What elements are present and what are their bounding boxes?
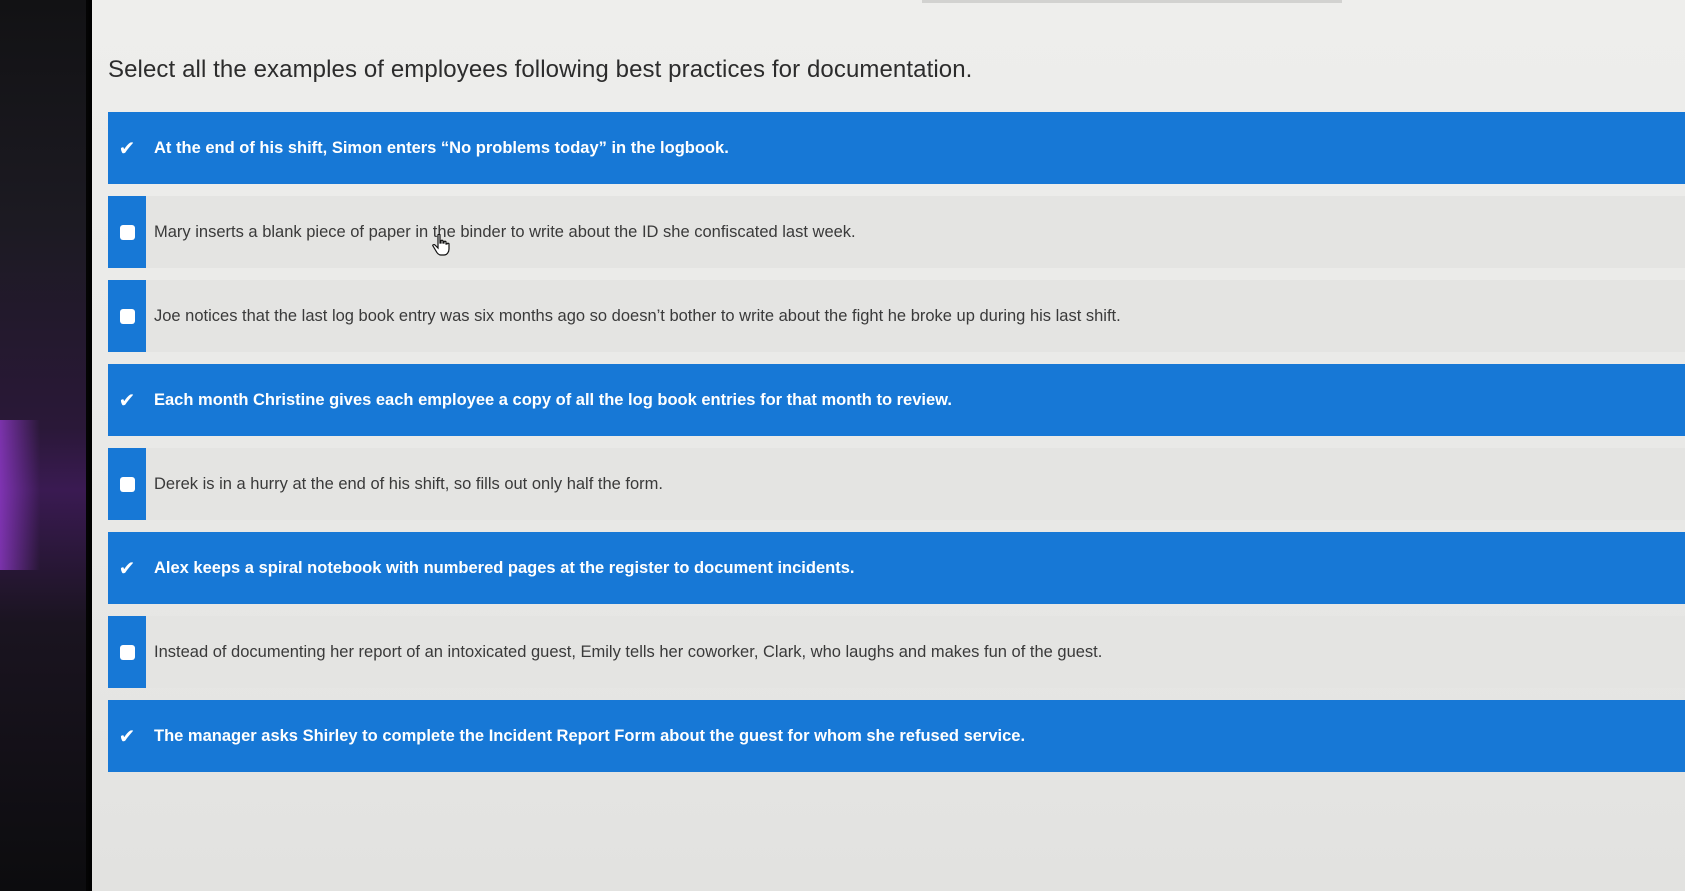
quiz-screen	[92, 0, 1685, 891]
option-marker[interactable]	[108, 532, 146, 604]
option-item[interactable]	[108, 364, 1685, 436]
option-item[interactable]	[108, 112, 1685, 184]
option-item[interactable]	[108, 280, 1685, 352]
option-marker[interactable]	[108, 700, 146, 772]
checkbox-icon	[120, 225, 135, 240]
checkmark-icon: ✔	[118, 556, 136, 580]
option-label: Joe notices that the last log book entry was six months ago so doesn’t bother to write about the fight he broke up during his last shift.	[154, 306, 1121, 325]
option-marker[interactable]	[108, 112, 146, 184]
checkbox-icon	[120, 309, 135, 324]
checkmark-icon: ✔	[118, 136, 136, 160]
option-marker[interactable]	[108, 280, 146, 352]
monitor-bezel	[0, 0, 92, 891]
option-item[interactable]	[108, 700, 1685, 772]
checkbox-icon	[120, 645, 135, 660]
top-strip	[922, 0, 1342, 3]
option-label: Alex keeps a spiral notebook with numbered pages at the register to document incidents.	[154, 558, 855, 577]
option-label: Instead of documenting her report of an intoxicated guest, Emily tells her coworker, Clark, who laughs and makes fun of the guest.	[154, 642, 1103, 661]
option-label: Each month Christine gives each employee a copy of all the log book entries for that month to review.	[154, 390, 952, 409]
checkmark-icon: ✔	[118, 724, 136, 748]
option-label: Mary inserts a blank piece of paper in the binder to write about the ID she confiscated last week.	[154, 222, 856, 241]
option-item[interactable]	[108, 448, 1685, 520]
option-marker[interactable]	[108, 448, 146, 520]
checkmark-icon: ✔	[118, 388, 136, 412]
option-label: Derek is in a hurry at the end of his shift, so fills out only half the form.	[154, 474, 663, 493]
option-item[interactable]	[108, 196, 1685, 268]
options-list	[108, 112, 1685, 784]
hand-cursor-icon	[432, 234, 450, 256]
option-marker[interactable]	[108, 364, 146, 436]
bezel-glow	[0, 420, 40, 570]
question-text: Select all the examples of employees following best practices for documentation.	[108, 56, 973, 83]
option-marker[interactable]	[108, 616, 146, 688]
option-label: At the end of his shift, Simon enters “No problems today” in the logbook.	[154, 138, 729, 157]
option-item[interactable]	[108, 616, 1685, 688]
option-marker[interactable]	[108, 196, 146, 268]
option-label: The manager asks Shirley to complete the Incident Report Form about the guest for whom she refused service.	[154, 726, 1026, 745]
option-item[interactable]	[108, 532, 1685, 604]
checkbox-icon	[120, 477, 135, 492]
